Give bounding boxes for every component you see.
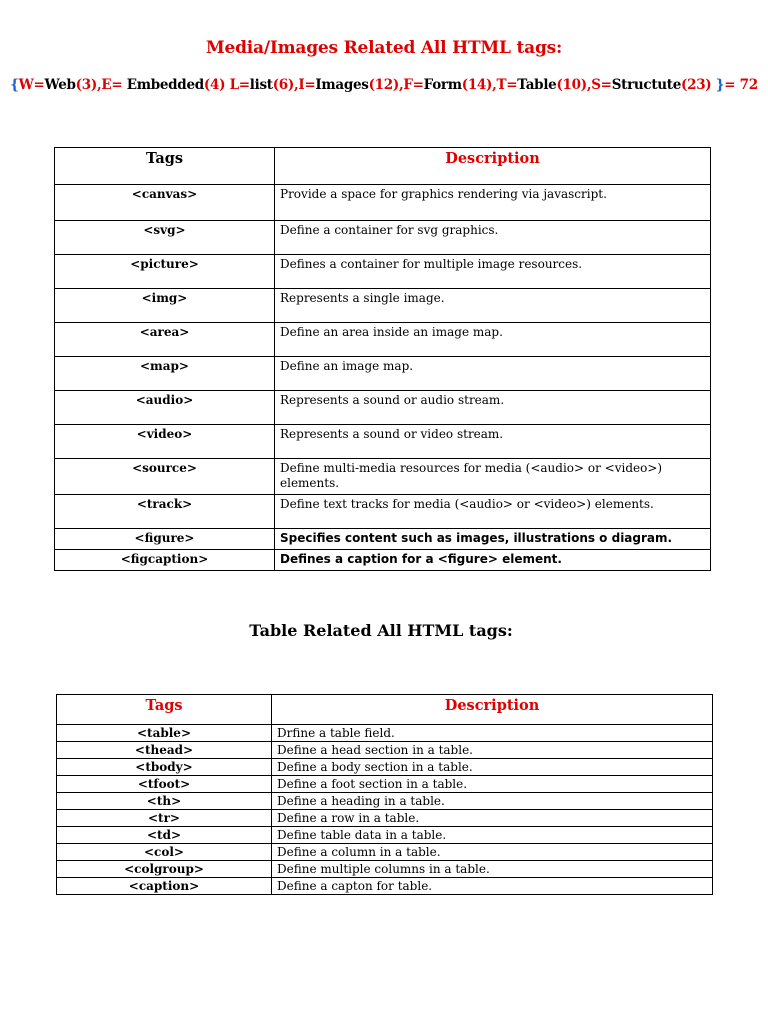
- table-row: [57, 827, 713, 844]
- table-row: [55, 185, 711, 221]
- table-row: [57, 793, 713, 810]
- tag-cell: <area>: [55, 323, 275, 357]
- description-cell: Define a head section in a table.: [272, 742, 713, 759]
- description-cell: Define an image map.: [275, 357, 711, 391]
- description-cell: Define a heading in a table.: [272, 793, 713, 810]
- description-cell: Specifies content such as images, illustrations o diagram.: [275, 529, 711, 550]
- description-column-header: Description: [272, 695, 713, 725]
- description-cell: Define an area inside an image map.: [275, 323, 711, 357]
- tag-cell: <tr>: [57, 810, 272, 827]
- legend-segment: = 72: [724, 77, 758, 93]
- tag-cell: <picture>: [55, 255, 275, 289]
- description-column-header: Description: [275, 148, 711, 185]
- description-cell: Define a body section in a table.: [272, 759, 713, 776]
- description-cell: Define multi-media resources for media (<audio> or <video>) elements.: [275, 459, 711, 495]
- legend-segment: W=: [18, 77, 45, 93]
- description-cell: Define a foot section in a table.: [272, 776, 713, 793]
- tag-cell: <video>: [55, 425, 275, 459]
- table-row: [57, 725, 713, 742]
- description-cell: Defines a container for multiple image resources.: [275, 255, 711, 289]
- table-row: [57, 844, 713, 861]
- legend-segment: (4): [203, 77, 230, 93]
- legend-segment: (23): [681, 77, 712, 93]
- table-tags-table: [56, 694, 713, 895]
- legend-segment: (6): [272, 77, 294, 93]
- table-row: [57, 759, 713, 776]
- tag-cell: <td>: [57, 827, 272, 844]
- tags-column-header: Tags: [55, 148, 275, 185]
- legend-segment: L=: [229, 77, 250, 93]
- legend-segment: (12): [368, 77, 399, 93]
- description-cell: Provide a space for graphics rendering via javascript.: [275, 185, 711, 221]
- tag-cell: <img>: [55, 289, 275, 323]
- description-cell: Define table data in a table.: [272, 827, 713, 844]
- table-row: [55, 495, 711, 529]
- tag-cell: <col>: [57, 844, 272, 861]
- legend-segment: Structute: [611, 77, 682, 93]
- table-row: [55, 391, 711, 425]
- tags-column-header: Tags: [57, 695, 272, 725]
- description-cell: Define multiple columns in a table.: [272, 861, 713, 878]
- legend-segment: (10): [556, 77, 587, 93]
- tag-cell: <figcaption>: [55, 550, 275, 571]
- tag-cell: <caption>: [57, 878, 272, 895]
- tag-cell: <thead>: [57, 742, 272, 759]
- table-row: [57, 810, 713, 827]
- description-cell: Define a row in a table.: [272, 810, 713, 827]
- description-cell: Define a container for svg graphics.: [275, 221, 711, 255]
- tag-cell: <audio>: [55, 391, 275, 425]
- media-tags-table: [54, 147, 711, 571]
- tag-cell: <colgroup>: [57, 861, 272, 878]
- legend-segment: ,F=: [398, 77, 424, 93]
- table-row: [55, 289, 711, 323]
- table-row: [57, 776, 713, 793]
- tag-cell: <table>: [57, 725, 272, 742]
- tag-cell: <track>: [55, 495, 275, 529]
- table-row: [55, 357, 711, 391]
- tag-cell: <svg>: [55, 221, 275, 255]
- table-row: [55, 221, 711, 255]
- page-title: Media/Images Related All HTML tags:: [205, 38, 563, 58]
- legend-segment: Images: [315, 77, 369, 93]
- table-row: [55, 255, 711, 289]
- legend-segment: Table: [517, 77, 557, 93]
- description-cell: Defines a caption for a <figure> element.: [275, 550, 711, 571]
- tag-cell: <th>: [57, 793, 272, 810]
- legend-segment: Embedded: [126, 77, 204, 93]
- legend-segment: {: [10, 77, 19, 93]
- tag-cell: <map>: [55, 357, 275, 391]
- legend-segment: (3): [75, 77, 97, 93]
- description-cell: Represents a sound or video stream.: [275, 425, 711, 459]
- legend-segment: ,T=: [492, 77, 518, 93]
- table-row: [55, 425, 711, 459]
- table-row: [55, 550, 711, 571]
- description-cell: Define a column in a table.: [272, 844, 713, 861]
- description-cell: Drfine a table field.: [272, 725, 713, 742]
- table-row: [55, 323, 711, 357]
- description-cell: Define a capton for table.: [272, 878, 713, 895]
- legend-segment: Web: [44, 77, 76, 93]
- tag-cell: <tfoot>: [57, 776, 272, 793]
- tag-cell: <source>: [55, 459, 275, 495]
- tag-cell: <figure>: [55, 529, 275, 550]
- section-title: Table Related All HTML tags:: [249, 621, 513, 640]
- table-row: [57, 878, 713, 895]
- tag-cell: <tbody>: [57, 759, 272, 776]
- legend-segment: ,I=: [293, 77, 316, 93]
- category-legend: [0, 77, 768, 93]
- table-row: [55, 529, 711, 550]
- description-cell: Define text tracks for media (<audio> or <video>) elements.: [275, 495, 711, 529]
- table-row: [55, 459, 711, 495]
- legend-segment: ,S=: [586, 77, 612, 93]
- legend-segment: list: [249, 77, 273, 93]
- legend-segment: (14): [461, 77, 493, 93]
- table-row: [57, 742, 713, 759]
- description-cell: Represents a single image.: [275, 289, 711, 323]
- tag-cell: <canvas>: [55, 185, 275, 221]
- legend-segment: ,E=: [96, 77, 127, 93]
- legend-segment: Form: [423, 77, 462, 93]
- table-row: [57, 861, 713, 878]
- legend-segment: }: [711, 77, 725, 93]
- description-cell: Represents a sound or audio stream.: [275, 391, 711, 425]
